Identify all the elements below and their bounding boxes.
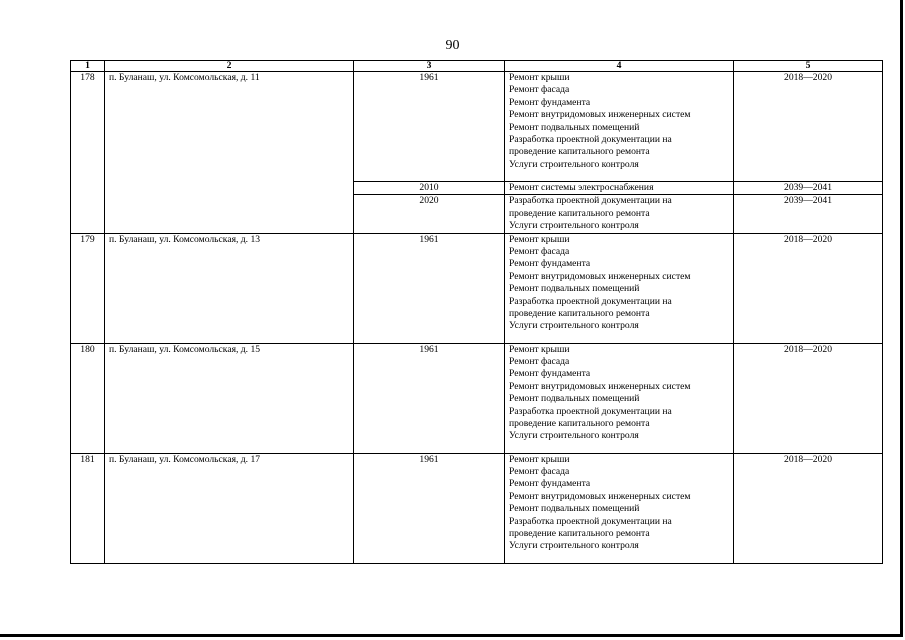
work-item: Ремонт внутридомовых инженерных систем: [509, 109, 691, 121]
row-address: п. Буланаш, ул. Комсомольская, д. 13: [105, 233, 354, 343]
work-item: Ремонт крыши: [509, 343, 570, 355]
work-item: Ремонт фундамента: [509, 96, 591, 108]
work-item: проведение капитального ремонта: [509, 308, 650, 320]
work-item: Услуги строительного контроля: [509, 158, 639, 170]
table-row: [71, 233, 883, 343]
work-item: проведение капитального ремонта: [509, 528, 650, 540]
work-item: Разработка проектной документации на: [509, 195, 672, 207]
row-period: 2018—2020: [734, 72, 883, 182]
row-number: 180: [71, 343, 105, 453]
row-period: 2039—2041: [734, 182, 883, 195]
row-works: [505, 233, 734, 343]
row-number: 181: [71, 453, 105, 563]
row-period: 2039—2041: [734, 195, 883, 233]
work-item: Ремонт внутридомовых инженерных систем: [509, 270, 691, 282]
row-works: [505, 453, 734, 563]
row-number: 179: [71, 233, 105, 343]
row-period: 2018—2020: [734, 453, 883, 563]
row-period: 2018—2020: [734, 343, 883, 453]
header-col-3: 3: [354, 61, 505, 72]
work-item: проведение капитального ремонта: [509, 418, 650, 430]
work-item: Ремонт фундамента: [509, 258, 591, 270]
work-item: Услуги строительного контроля: [509, 220, 639, 232]
row-works: [505, 72, 734, 182]
row-period: 2018—2020: [734, 233, 883, 343]
page-number: 90: [445, 38, 460, 53]
header-col-5: 5: [734, 61, 883, 72]
row-year: 1961: [354, 72, 505, 182]
header-col-2: 2: [105, 61, 354, 72]
work-item: Услуги строительного контроля: [509, 430, 639, 442]
table-row: [71, 72, 883, 182]
row-number: 178: [71, 72, 105, 234]
work-item: Ремонт внутридомовых инженерных систем: [509, 490, 691, 502]
work-item: Ремонт внутридомовых инженерных систем: [509, 380, 691, 392]
work-item: Услуги строительного контроля: [509, 320, 639, 332]
work-item: проведение капитального ремонта: [509, 146, 650, 158]
row-works: [505, 182, 734, 195]
row-address: п. Буланаш, ул. Комсомольская, д. 15: [105, 343, 354, 453]
work-item: Ремонт фундамента: [509, 368, 591, 380]
work-item: Ремонт крыши: [509, 233, 570, 245]
row-year: 1961: [354, 233, 505, 343]
row-works: [505, 195, 734, 233]
work-item: Ремонт крыши: [509, 453, 570, 465]
row-year: 2020: [354, 195, 505, 233]
row-works: [505, 343, 734, 453]
work-item: Ремонт системы электроснабжения: [509, 182, 654, 193]
work-item: Ремонт фасада: [509, 356, 570, 368]
work-item: Ремонт подвальных помещений: [509, 503, 640, 515]
work-item: Ремонт фундамента: [509, 478, 591, 490]
work-item: Ремонт фасада: [509, 246, 570, 258]
header-col-1: 1: [71, 61, 105, 72]
table-row: [71, 343, 883, 453]
work-item: Ремонт фасада: [509, 466, 570, 478]
work-item: Ремонт подвальных помещений: [509, 393, 640, 405]
work-item: Ремонт подвальных помещений: [509, 283, 640, 295]
row-year: 1961: [354, 453, 505, 563]
work-item: Разработка проектной документации на: [509, 295, 672, 307]
work-item: Ремонт подвальных помещений: [509, 121, 640, 133]
table-row: [71, 453, 883, 563]
work-item: Разработка проектной документации на: [509, 515, 672, 527]
row-year: 1961: [354, 343, 505, 453]
work-item: проведение капитального ремонта: [509, 207, 650, 219]
row-year: 2010: [354, 182, 505, 195]
row-address: п. Буланаш, ул. Комсомольская, д. 11: [105, 72, 354, 234]
repair-schedule-table: [70, 60, 883, 564]
work-item: Разработка проектной документации на: [509, 134, 672, 146]
work-item: Разработка проектной документации на: [509, 405, 672, 417]
header-col-4: 4: [505, 61, 734, 72]
row-address: п. Буланаш, ул. Комсомольская, д. 17: [105, 453, 354, 563]
header-row: [71, 61, 883, 72]
work-item: Ремонт крыши: [509, 72, 570, 83]
work-item: Услуги строительного контроля: [509, 540, 639, 552]
work-item: Ремонт фасада: [509, 84, 570, 96]
